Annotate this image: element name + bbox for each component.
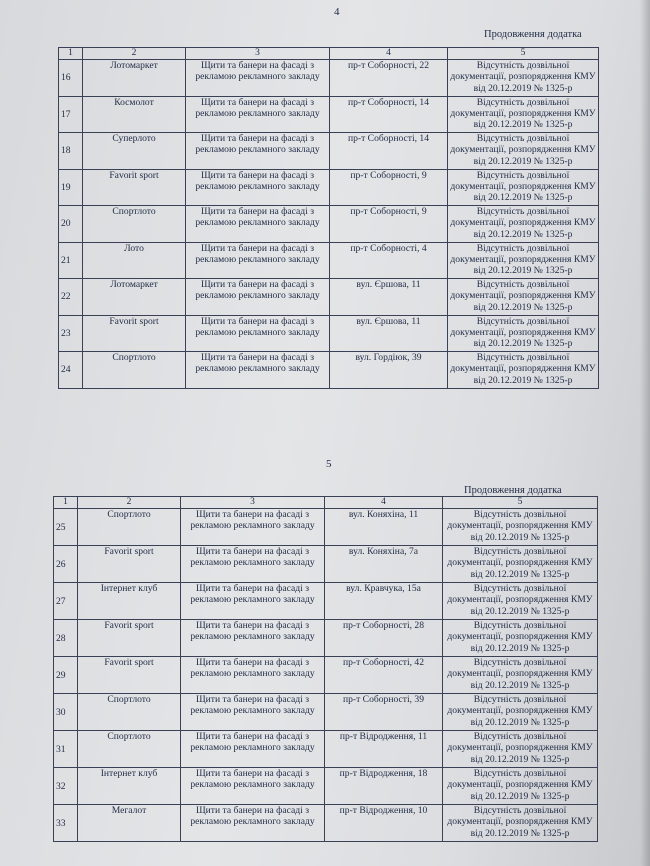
row-number-cell: 25 [54, 509, 78, 546]
establishment-name-cell: Favorit sport [78, 657, 181, 694]
ad-type-cell: Щити та банери на фасаді з рекламою рекламного закладу [186, 242, 330, 279]
ad-type-cell: Щити та банери на фасаді з рекламою рекламного закладу [181, 731, 325, 768]
address-cell: вул. Єршова, 11 [330, 315, 448, 352]
ad-type-cell: Щити та банери на фасаді з рекламою рекламного закладу [181, 805, 325, 842]
table-row [59, 169, 599, 206]
ad-type-cell: Щити та банери на фасаді з рекламою рекламного закладу [181, 546, 325, 583]
establishment-name-cell: Інтернет клуб [78, 583, 181, 620]
removal-reason-cell: Відсутність дозвільної документації, розпорядження КМУ від 20.12.2019 № 1325-р [443, 657, 598, 694]
establishment-name-cell: Інтернет клуб [78, 768, 181, 805]
establishment-name-cell: Спортлото [78, 694, 181, 731]
table-row [54, 657, 598, 694]
address-cell: пр-т Соборності, 9 [330, 206, 448, 243]
removal-reason-cell: Відсутність дозвільної документації, розпорядження КМУ від 20.12.2019 № 1325-р [448, 352, 599, 389]
establishment-name-cell: Лото [83, 242, 186, 279]
page-number-top: 4 [334, 6, 340, 18]
column-header: 3 [181, 497, 325, 509]
table-row [54, 546, 598, 583]
address-cell: вул. Коняхіна, 11 [325, 509, 443, 546]
table-row [54, 583, 598, 620]
address-cell: вул. Коняхіна, 7а [325, 546, 443, 583]
ad-type-cell: Щити та банери на фасаді з рекламою рекламного закладу [186, 206, 330, 243]
address-cell: пр-т Соборності, 42 [325, 657, 443, 694]
table-row [59, 96, 599, 133]
table-row [59, 60, 599, 97]
row-number-cell: 17 [59, 96, 83, 133]
table-row [59, 242, 599, 279]
address-cell: пр-т Соборності, 28 [325, 620, 443, 657]
address-cell: пр-т Відродження, 11 [325, 731, 443, 768]
establishment-name-cell: Спортлото [83, 352, 186, 389]
table-row [59, 133, 599, 170]
ad-type-cell: Щити та банери на фасаді з рекламою рекламного закладу [181, 509, 325, 546]
address-cell: пр-т Відродження, 18 [325, 768, 443, 805]
column-header: 1 [59, 48, 83, 60]
ad-type-cell: Щити та банери на фасаді з рекламою рекламного закладу [186, 60, 330, 97]
column-header: 2 [83, 48, 186, 60]
address-cell: пр-т Соборності, 22 [330, 60, 448, 97]
ad-type-cell: Щити та банери на фасаді з рекламою рекламного закладу [181, 694, 325, 731]
table-top-body [59, 48, 599, 389]
row-number-cell: 29 [54, 657, 78, 694]
column-header: 3 [186, 48, 330, 60]
row-number-cell: 16 [59, 60, 83, 97]
removal-reason-cell: Відсутність дозвільної документації, розпорядження КМУ від 20.12.2019 № 1325-р [443, 694, 598, 731]
continuation-label-bottom: Продовження додатка [464, 485, 562, 496]
column-header: 1 [54, 497, 78, 509]
address-cell: пр-т Соборності, 4 [330, 242, 448, 279]
table-row [54, 805, 598, 842]
table-row [54, 731, 598, 768]
removal-reason-cell: Відсутність дозвільної документації, розпорядження КМУ від 20.12.2019 № 1325-р [448, 242, 599, 279]
establishment-name-cell: Лотомаркет [83, 279, 186, 316]
removal-reason-cell: Відсутність дозвільної документації, розпорядження КМУ від 20.12.2019 № 1325-р [443, 509, 598, 546]
page-number-bottom: 5 [326, 458, 332, 470]
column-header: 4 [325, 497, 443, 509]
table-row [54, 768, 598, 805]
table-row [54, 509, 598, 546]
row-number-cell: 19 [59, 169, 83, 206]
removal-reason-cell: Відсутність дозвільної документації, розпорядження КМУ від 20.12.2019 № 1325-р [448, 279, 599, 316]
table-top [58, 47, 599, 389]
row-number-cell: 28 [54, 620, 78, 657]
establishment-name-cell: Favorit sport [83, 169, 186, 206]
address-cell: вул. Єршова, 11 [330, 279, 448, 316]
establishment-name-cell: Favorit sport [78, 620, 181, 657]
removal-reason-cell: Відсутність дозвільної документації, розпорядження КМУ від 20.12.2019 № 1325-р [448, 60, 599, 97]
table-row [59, 206, 599, 243]
removal-reason-cell: Відсутність дозвільної документації, розпорядження КМУ від 20.12.2019 № 1325-р [443, 768, 598, 805]
row-number-cell: 22 [59, 279, 83, 316]
row-number-cell: 23 [59, 315, 83, 352]
table-top-header-row [59, 48, 599, 60]
row-number-cell: 21 [59, 242, 83, 279]
column-header: 4 [330, 48, 448, 60]
paper-edge-shadow [640, 0, 650, 866]
column-header: 2 [78, 497, 181, 509]
address-cell: вул. Гордіюк, 39 [330, 352, 448, 389]
ad-type-cell: Щити та банери на фасаді з рекламою рекламного закладу [181, 657, 325, 694]
row-number-cell: 33 [54, 805, 78, 842]
establishment-name-cell: Лотомаркет [83, 60, 186, 97]
row-number-cell: 24 [59, 352, 83, 389]
row-number-cell: 32 [54, 768, 78, 805]
ad-type-cell: Щити та банери на фасаді з рекламою рекламного закладу [181, 620, 325, 657]
removal-reason-cell: Відсутність дозвільної документації, розпорядження КМУ від 20.12.2019 № 1325-р [443, 731, 598, 768]
ad-type-cell: Щити та банери на фасаді з рекламою рекламного закладу [181, 583, 325, 620]
row-number-cell: 20 [59, 206, 83, 243]
ad-type-cell: Щити та банери на фасаді з рекламою рекламного закладу [181, 768, 325, 805]
establishment-name-cell: Спортлото [78, 509, 181, 546]
address-cell: пр-т Відродження, 10 [325, 805, 443, 842]
address-cell: пр-т Соборності, 14 [330, 133, 448, 170]
row-number-cell: 18 [59, 133, 83, 170]
table-bottom-header-row [54, 497, 598, 509]
table-row [59, 279, 599, 316]
removal-reason-cell: Відсутність дозвільної документації, розпорядження КМУ від 20.12.2019 № 1325-р [448, 133, 599, 170]
table-row [59, 352, 599, 389]
table-bottom [53, 496, 598, 842]
row-number-cell: 26 [54, 546, 78, 583]
table-row [54, 620, 598, 657]
row-number-cell: 27 [54, 583, 78, 620]
ad-type-cell: Щити та банери на фасаді з рекламою рекламного закладу [186, 352, 330, 389]
removal-reason-cell: Відсутність дозвільної документації, розпорядження КМУ від 20.12.2019 № 1325-р [448, 96, 599, 133]
address-cell: пр-т Соборності, 39 [325, 694, 443, 731]
ad-type-cell: Щити та банери на фасаді з рекламою рекламного закладу [186, 133, 330, 170]
ad-type-cell: Щити та банери на фасаді з рекламою рекламного закладу [186, 279, 330, 316]
establishment-name-cell: Favorit sport [78, 546, 181, 583]
establishment-name-cell: Favorit sport [83, 315, 186, 352]
table-bottom-body [54, 497, 598, 842]
removal-reason-cell: Відсутність дозвільної документації, розпорядження КМУ від 20.12.2019 № 1325-р [448, 315, 599, 352]
establishment-name-cell: Суперлото [83, 133, 186, 170]
removal-reason-cell: Відсутність дозвільної документації, розпорядження КМУ від 20.12.2019 № 1325-р [443, 805, 598, 842]
column-header: 5 [443, 497, 598, 509]
removal-reason-cell: Відсутність дозвільної документації, розпорядження КМУ від 20.12.2019 № 1325-р [443, 583, 598, 620]
row-number-cell: 31 [54, 731, 78, 768]
ad-type-cell: Щити та банери на фасаді з рекламою рекламного закладу [186, 96, 330, 133]
column-header: 5 [448, 48, 599, 60]
establishment-name-cell: Спортлото [78, 731, 181, 768]
address-cell: пр-т Соборності, 9 [330, 169, 448, 206]
removal-reason-cell: Відсутність дозвільної документації, розпорядження КМУ від 20.12.2019 № 1325-р [448, 206, 599, 243]
address-cell: вул. Кравчука, 15а [325, 583, 443, 620]
ad-type-cell: Щити та банери на фасаді з рекламою рекламного закладу [186, 315, 330, 352]
establishment-name-cell: Спортлото [83, 206, 186, 243]
row-number-cell: 30 [54, 694, 78, 731]
table-row [54, 694, 598, 731]
table-row [59, 315, 599, 352]
removal-reason-cell: Відсутність дозвільної документації, розпорядження КМУ від 20.12.2019 № 1325-р [443, 546, 598, 583]
establishment-name-cell: Космолот [83, 96, 186, 133]
continuation-label-top: Продовження додатка [484, 29, 582, 40]
address-cell: пр-т Соборності, 14 [330, 96, 448, 133]
establishment-name-cell: Мегалот [78, 805, 181, 842]
removal-reason-cell: Відсутність дозвільної документації, розпорядження КМУ від 20.12.2019 № 1325-р [448, 169, 599, 206]
ad-type-cell: Щити та банери на фасаді з рекламою рекламного закладу [186, 169, 330, 206]
removal-reason-cell: Відсутність дозвільної документації, розпорядження КМУ від 20.12.2019 № 1325-р [443, 620, 598, 657]
